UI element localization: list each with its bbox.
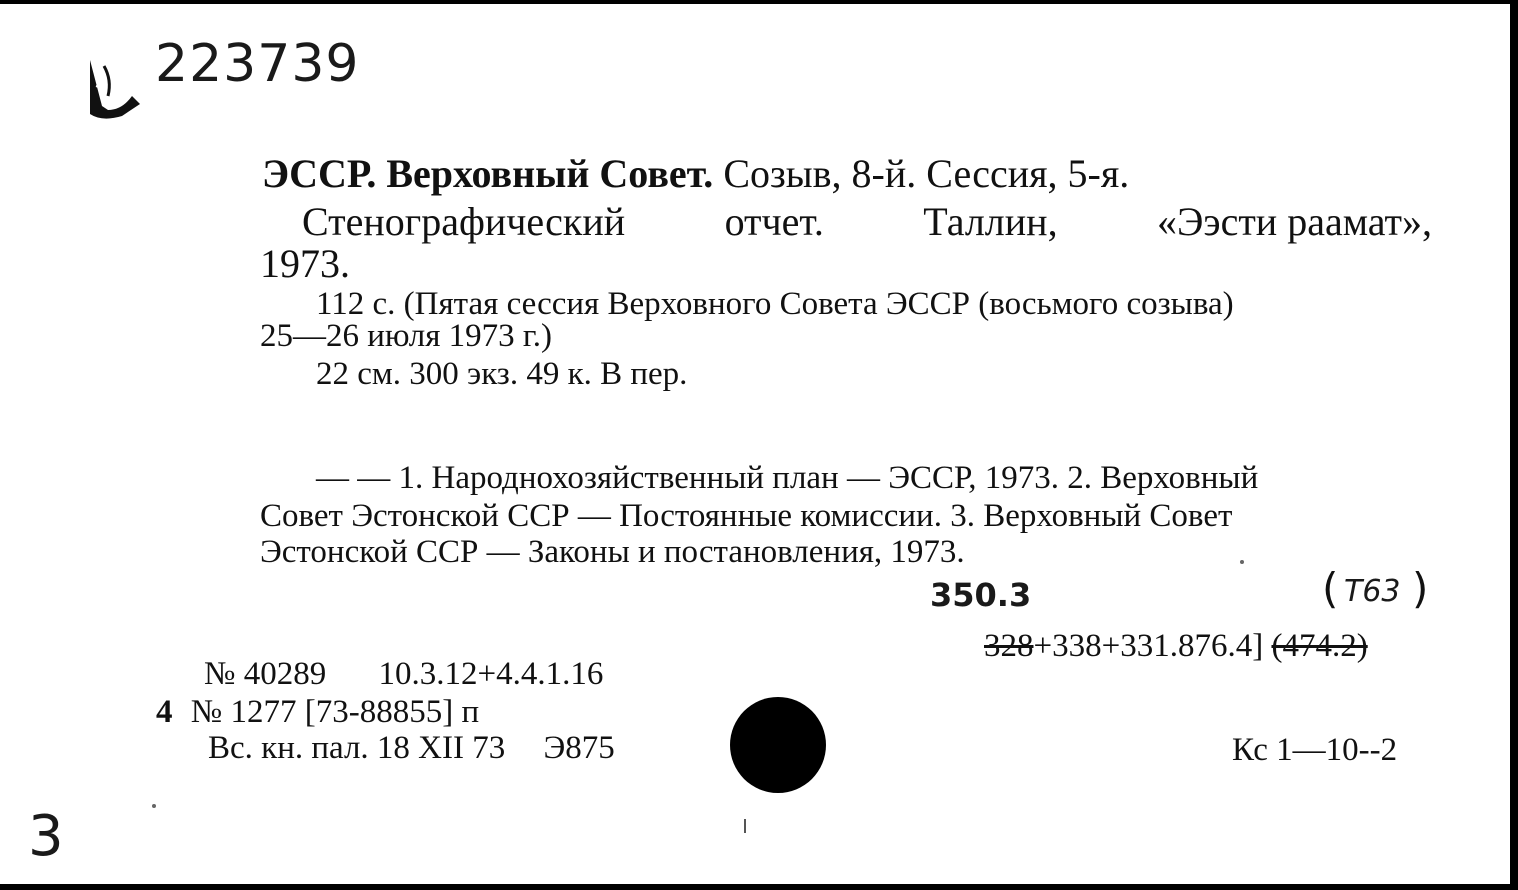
- catalog-card: [0, 4, 1514, 884]
- footer-order: № 1277 [73-88855] п: [190, 694, 480, 730]
- heading-line-2: [302, 198, 1432, 245]
- bottom-number: 3: [28, 804, 64, 869]
- handwritten-bracket-note: Т63: [1344, 574, 1401, 609]
- footer-chamber: Вс. кн. пал. 18 XII 73: [208, 730, 506, 766]
- struck-class-prefix: 328: [984, 628, 1034, 664]
- library-stamp-logo: [82, 56, 144, 124]
- footer-code: 10.3.12+4.4.1.16: [378, 656, 604, 692]
- class-main: +338+331.876.4]: [1033, 628, 1264, 664]
- footer-prefix: 4: [156, 694, 173, 730]
- title-part-d: «Ээсти раамат»,: [1157, 199, 1432, 244]
- bracket-right-icon: ): [1412, 564, 1429, 613]
- collation-line-2: 25—26 июля 1973 г.): [260, 318, 552, 354]
- accession-number: 223739: [155, 34, 360, 94]
- ink-fleck: [1240, 560, 1244, 564]
- footer-line-1: [204, 656, 603, 693]
- footer-line-2: [156, 694, 479, 731]
- footer-code-2: Э875: [543, 730, 615, 766]
- title-part-c: Таллин,: [923, 199, 1058, 244]
- footer-line-3: [208, 730, 615, 767]
- tracings-line-3: Эстонской ССР — Законы и постановления, 1973.: [260, 534, 965, 570]
- classification-line: [984, 628, 1368, 665]
- collation-line-1: 112 с. (Пятая сессия Верховного Совета ЭССР (восьмого созыва): [316, 286, 1234, 322]
- struck-class-suffix: (474.2): [1271, 628, 1368, 664]
- punch-tick-mark: [744, 819, 746, 833]
- author-heading: ЭССР. Верховный Совет.: [262, 151, 714, 196]
- tracings-line-2: Совет Эстонской ССР — Постоянные комиссии. 3. Верховный Совет: [260, 498, 1233, 534]
- publication-year: 1973.: [260, 241, 350, 286]
- bracket-left-icon: (: [1322, 564, 1339, 613]
- title-line-1: Созыв, 8-й. Сессия, 5-я.: [723, 151, 1130, 196]
- punch-hole: [730, 697, 826, 793]
- collation-line-3: 22 см. 300 экз. 49 к. В пер.: [316, 356, 688, 392]
- footer-number: № 40289: [204, 656, 327, 692]
- title-part-b: отчет.: [724, 199, 824, 244]
- kc-code: Кс 1—10--2: [1232, 732, 1398, 768]
- title-part-a: Стенографический: [302, 199, 626, 244]
- ink-fleck: [152, 804, 156, 808]
- handwritten-class: 350.3: [930, 576, 1032, 614]
- heading-line-1: [262, 150, 1129, 197]
- tracings-line-1: — — 1. Народнохозяйственный план — ЭССР, 1973. 2. Верховный: [316, 460, 1259, 496]
